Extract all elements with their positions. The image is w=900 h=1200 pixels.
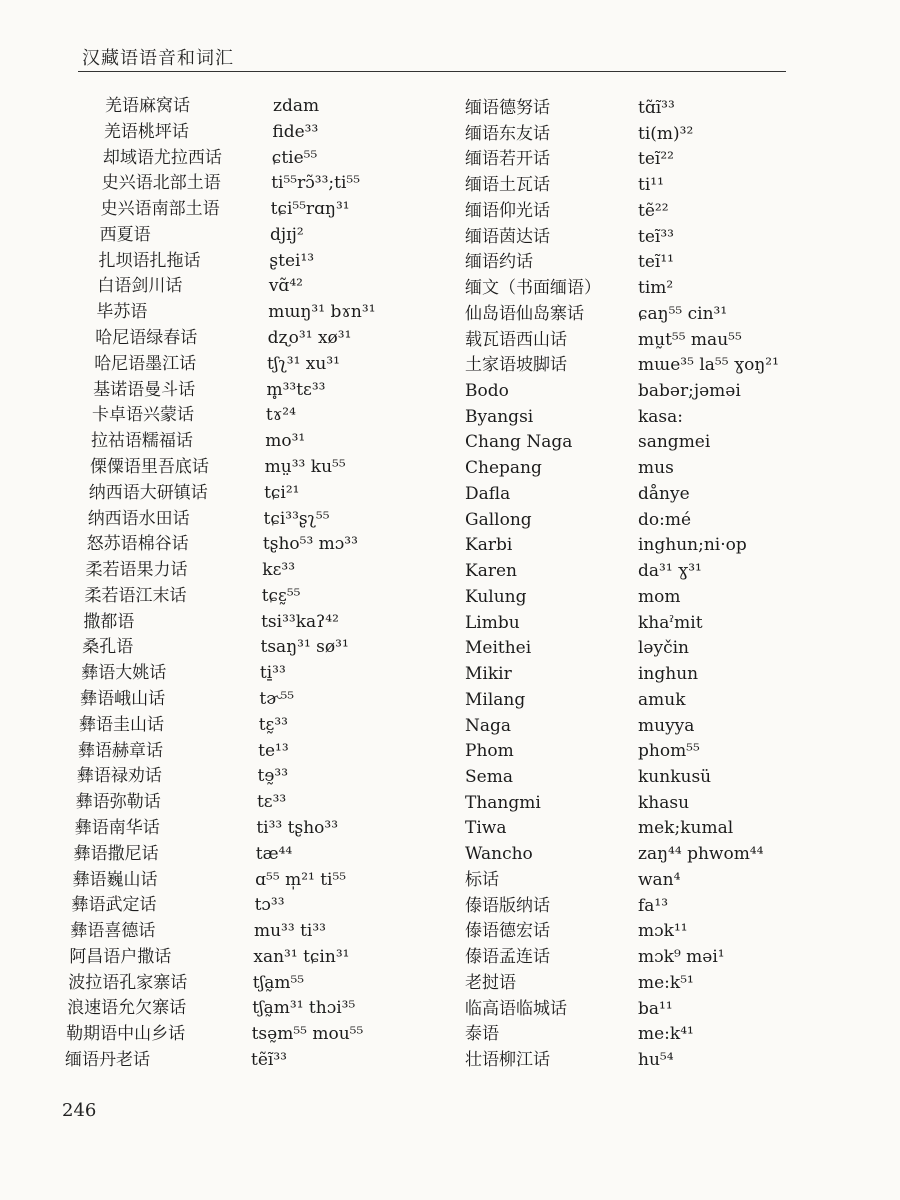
word-form: fide³³ [272,121,319,142]
right-row [0,688,900,712]
word-form: amuk [638,689,686,710]
language-name: Chepang [465,458,542,479]
right-row [0,636,900,660]
word-form: phom⁵⁵ [638,741,700,762]
language-name: 羌语桃坪话 [103,121,189,142]
right-row [0,559,900,583]
language-name: 怒苏语棉谷话 [86,534,189,555]
word-form: tẽĩ³³ [251,1050,287,1070]
word-form: inghun [638,664,699,685]
word-form: zdam [273,96,320,116]
right-row [0,96,900,120]
right-row [0,945,900,969]
word-form: fa¹³ [638,895,669,916]
language-name: 彝语峨山话 [80,689,166,710]
language-name: Naga [465,715,512,736]
language-name: Gallong [465,509,532,530]
language-name: 彝语圭山话 [79,714,165,735]
language-name: 卡卓语兴蒙话 [92,405,195,426]
language-name: 柔若语江末话 [84,585,187,606]
word-form: mek;kumal [638,818,734,839]
language-name: 彝语赫章话 [77,740,163,761]
right-row [0,302,900,326]
word-form: inghun;ni·op [638,535,747,556]
language-name: 哈尼语绿春话 [95,328,198,349]
word-form: tɤ²⁴ [265,405,296,426]
language-name: 柔若语果力话 [85,560,188,581]
right-row [0,868,900,892]
language-name: 基诺语曼斗话 [93,379,196,400]
language-name: 仙岛语仙岛寨话 [465,303,584,324]
right-row [0,482,900,506]
right-row [0,250,900,274]
word-form: teĩ²² [638,149,674,170]
language-name: 缅语土瓦话 [465,175,550,196]
word-form: teĩ³³ [638,226,674,247]
language-name: 彝语大姚话 [81,663,167,684]
language-name: 彝语喜德话 [70,921,156,942]
language-name: 土家语坡脚话 [465,355,567,376]
word-form: m̥³³tɛ³³ [266,379,326,400]
right-row [0,894,900,918]
word-form: mom [638,586,681,607]
right-row [0,1022,900,1046]
right-row [0,456,900,480]
word-form: tɚ⁵⁵ [259,689,295,710]
page-number: 246 [62,1100,97,1121]
language-name: Phom [465,741,514,762]
language-name: Thangmi [465,792,541,813]
language-name: 毕苏语 [96,302,148,323]
language-name: 拉祜语糯福话 [90,431,193,452]
word-form: mɔk¹¹ [638,921,688,942]
word-form: mu³³ ti³³ [253,921,326,942]
language-name: 缅文（书面缅语） [465,278,601,299]
right-row [0,919,900,943]
language-name: Chang Naga [465,432,573,453]
language-name: 西夏语 [99,224,151,245]
language-name: 白语剑川话 [97,276,183,297]
right-row [0,405,900,429]
language-name: 纳西语大研镇话 [88,482,208,503]
word-form: tɛ³³ [256,792,287,813]
word-form: tɛ̰³³ [258,714,288,735]
word-form: tɕɛ̰⁵⁵ [261,585,301,606]
word-form: tim² [638,278,674,299]
language-name: Limbu [465,612,520,633]
language-name: 缅语东友话 [465,123,550,144]
word-form: tsi³³kaʔ⁴² [261,611,339,632]
language-name: Karen [465,561,517,582]
language-name: 傣语孟连话 [465,947,550,968]
word-form: tɕi⁵⁵rɑŋ³¹ [270,199,350,220]
language-name: 缅语茵达话 [465,226,550,247]
word-form: mṵt⁵⁵ mau⁵⁵ [638,329,742,350]
word-form: tɔ³³ [254,895,285,916]
right-row [0,328,900,352]
right-row [0,816,900,840]
right-row [0,765,900,789]
language-name: 哈尼语墨江话 [94,353,197,374]
right-row [0,971,900,995]
right-row [0,508,900,532]
word-form: tẽ²² [638,200,669,221]
word-form: kasa: [638,406,684,427]
word-form: tsaŋ³¹ sø³¹ [260,637,349,658]
word-form: tɑ̃ĩ³³ [638,98,675,118]
word-form: babər;jəməi [638,381,741,402]
word-form: tʃa̰m⁵⁵ [252,972,305,993]
language-name: Meithei [465,638,532,659]
right-row [0,353,900,377]
language-name: Milang [465,689,526,710]
language-name: 傈僳语里吾底话 [89,456,209,477]
right-row [0,379,900,403]
word-form: ti⁵⁵rɔ̃³³;ti⁵⁵ [271,173,361,194]
right-row [0,997,900,1021]
word-form: ti¹¹ [638,175,664,196]
header-rule [78,71,786,72]
language-name: 临高语临城话 [465,998,567,1019]
language-name: 缅语约话 [465,252,533,273]
language-name: 史兴语北部土语 [101,173,221,194]
language-name: 壮语柳江话 [465,1050,550,1070]
word-form: xan³¹ tɕin³¹ [253,946,350,967]
word-form: me:k⁴¹ [638,1024,694,1045]
language-name: 缅语德努话 [465,98,550,118]
language-name: 泰语 [465,1024,499,1045]
right-row [0,199,900,223]
language-name: Byangsi [465,406,534,427]
language-name: Dafla [465,483,511,504]
right-row [0,662,900,686]
word-form: mus [638,458,674,479]
language-name: Bodo [465,381,509,402]
language-name: 扎坝语扎拖话 [98,250,201,271]
word-form: ba¹¹ [638,998,673,1019]
language-name: 彝语弥勒话 [75,792,161,813]
word-form: djɪj² [270,224,304,245]
right-row [0,714,900,738]
word-form: khasu [638,792,690,813]
language-name: 傣语德宏话 [465,921,550,942]
word-form: tʃʅ³¹ xu³¹ [267,353,340,374]
word-form: tsə̰m⁵⁵ mou⁵⁵ [251,1024,364,1045]
right-row [0,225,900,249]
language-name: 缅语若开话 [465,149,550,170]
language-name: 缅语丹老话 [65,1050,150,1070]
word-form: mɯe³⁵ la⁵⁵ ɣoŋ²¹ [638,355,779,376]
word-form: ti̱³³ [259,663,286,684]
right-row [0,430,900,454]
right-row [0,147,900,171]
language-name: 载瓦语西山话 [465,329,567,350]
word-form: kɛ³³ [262,560,296,581]
language-name: 史兴语南部土语 [100,199,220,220]
word-form: zaŋ⁴⁴ phwom⁴⁴ [638,844,764,865]
word-form: ɕtie⁵⁵ [271,147,318,168]
language-name: 桑孔语 [82,637,134,658]
language-name: Tiwa [465,818,507,839]
word-form: hu⁵⁴ [638,1050,674,1070]
word-form: tɕi³³ʂʅ⁵⁵ [263,508,330,529]
language-name: 阿昌语户撒话 [69,946,172,967]
right-row [0,1048,900,1072]
word-form: vɑ̃⁴² [268,276,303,297]
word-form: khaˀmit [638,612,703,633]
word-form: tɘ̰³³ [257,766,289,787]
word-form: ɑ⁵⁵ m̩²¹ ti⁵⁵ [255,869,347,890]
word-form: kunkusü [638,766,712,787]
language-name: 却域语尤拉西话 [102,147,222,168]
language-name: 彝语禄劝话 [76,766,162,787]
word-form: tæ⁴⁴ [255,843,293,864]
word-form: wan⁴ [638,869,681,890]
right-row [0,585,900,609]
word-form: da³¹ ɣ³¹ [638,561,702,582]
language-name: Wancho [465,844,533,865]
language-name: 撒都语 [83,611,135,632]
language-name: 波拉语孔家寨话 [68,972,188,993]
word-form: ti³³ tʂho³³ [256,817,339,838]
word-form: tɕi²¹ [264,482,300,503]
language-name: Sema [465,766,513,787]
right-row [0,611,900,635]
language-name: 彝语撒尼话 [73,843,159,864]
word-form: teĩ¹¹ [638,252,674,273]
right-row [0,739,900,763]
word-form: te¹³ [258,740,289,761]
right-row [0,533,900,557]
word-form: sangmei [638,432,711,453]
language-name: 标话 [465,869,499,890]
word-form: ti(m)³² [638,123,694,144]
right-row [0,276,900,300]
word-form: mɯŋ³¹ bɤn³¹ [268,302,376,323]
word-form: ʂtei¹³ [269,250,315,271]
language-name: 彝语武定话 [71,895,157,916]
word-form: tʃa̰m³¹ thɔi³⁵ [252,998,356,1019]
word-form: tʂho⁵³ mɔ³³ [262,534,358,555]
running-header: 汉藏语语音和词汇 [82,48,234,69]
language-name: 傣语版纳话 [465,895,550,916]
right-row [0,842,900,866]
right-row [0,122,900,146]
language-name: 浪速语允欠寨话 [67,998,187,1019]
word-form: me:k⁵¹ [638,972,694,993]
word-form: mɔk⁹ məi¹ [638,947,725,968]
word-form: ɕaŋ⁵⁵ cin³¹ [638,303,728,324]
right-row [0,173,900,197]
language-name: Karbi [465,535,513,556]
language-name: 彝语南华话 [74,817,160,838]
language-name: 老挝语 [465,972,516,993]
word-form: mṳ³³ ku⁵⁵ [264,456,346,477]
word-form: do:mé [638,509,692,530]
language-name: 彝语巍山话 [72,869,158,890]
word-form: muyya [638,715,695,736]
right-row [0,791,900,815]
word-form: dånye [638,483,690,504]
word-form: dʐo³¹ xø³¹ [267,328,352,349]
language-name: Kulung [465,586,527,607]
language-name: 缅语仰光话 [465,200,550,221]
word-form: ləyčin [638,638,690,659]
language-name: 勒期语中山乡话 [66,1024,186,1045]
word-form: mo³¹ [265,431,306,452]
language-name: 羌语麻窝话 [105,96,190,116]
language-name: 纳西语水田话 [87,508,190,529]
language-name: Mikir [465,664,512,685]
